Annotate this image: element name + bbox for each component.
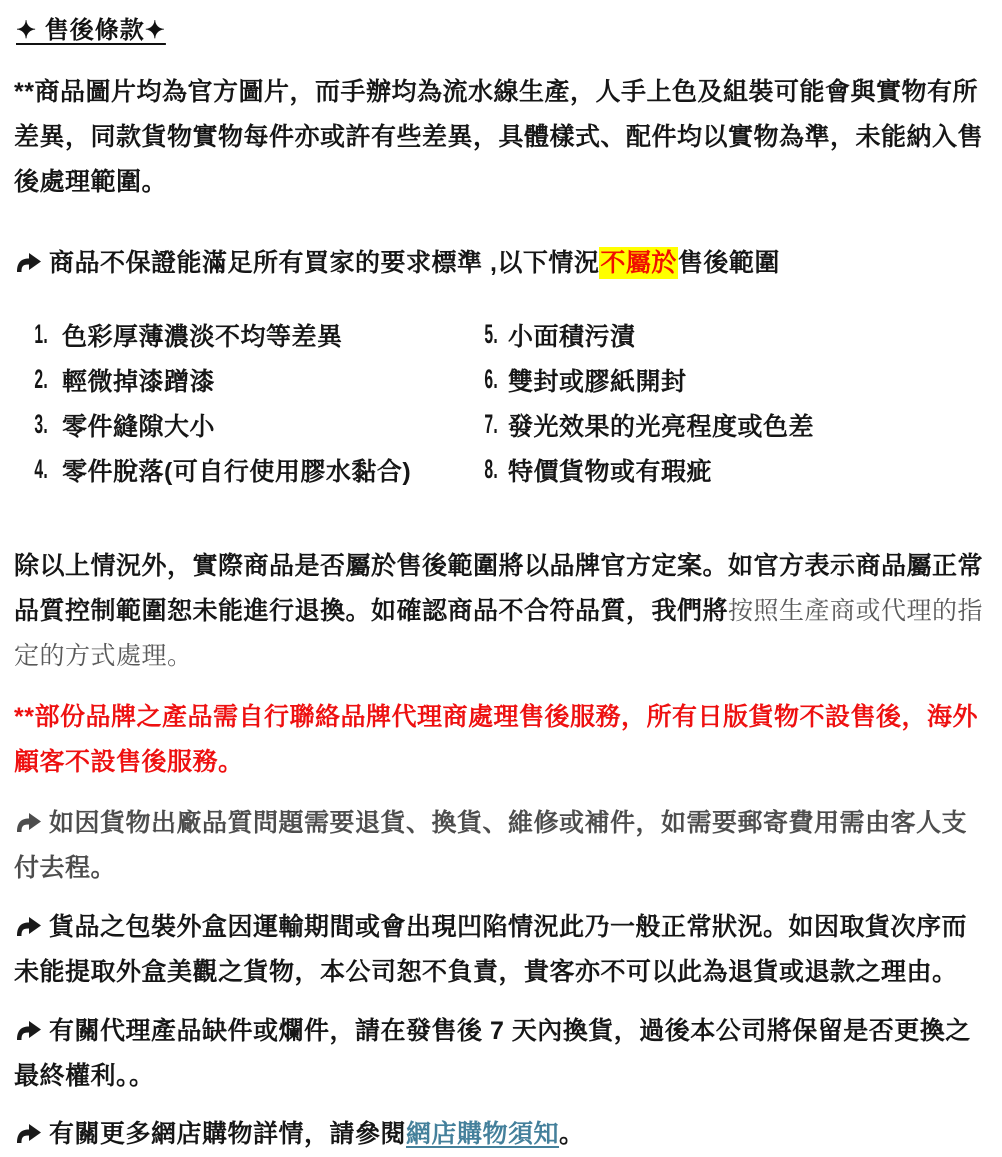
item-number: 3. (34, 409, 48, 439)
more-info-text-before: 有關更多網店購物詳情，請參閱 (49, 1120, 407, 1148)
more-info-line (14, 1112, 986, 1157)
shipping-note-paragraph (14, 801, 986, 891)
brand-notice-paragraph: **部份品牌之產品需自行聯絡品牌代理商處理售後服務，所有日版貨物不設售後，海外顧客不設售後服務。 (14, 703, 978, 776)
curved-right-arrow-icon (14, 812, 42, 833)
exclusion-item-6 (472, 357, 986, 402)
item-number: 5. (484, 319, 498, 349)
item-text: 小面積污漬 (508, 322, 636, 351)
item-text: 輕微掉漆蹭漆 (62, 367, 216, 396)
intro-paragraph: **商品圖片均為官方圖片，而手辦均為流水線生產，人手上色及組裝可能會與實物有所差異，同款貨物實物每件亦或許有些差異，具體樣式、配件均以實物為準，未能納入售後處理範圍。 (14, 78, 984, 196)
item-number: 4. (34, 454, 48, 484)
exchange-note-text: 有關代理產品缺件或爛件，請在發售後 7 天內換貨，過後本公司將保留是否更換之最終權利。。 (14, 1017, 971, 1090)
exclusion-item-2 (14, 357, 472, 402)
item-number: 7. (484, 409, 498, 439)
curved-right-arrow-icon (14, 252, 42, 273)
page-title: ✦ 售後條款✦ (16, 17, 166, 44)
shop-guide-link[interactable]: 網店購物須知 (406, 1120, 560, 1148)
packaging-note-paragraph (14, 905, 986, 995)
item-text: 雙封或膠紙開封 (508, 367, 687, 396)
item-text: 零件縫隙大小 (62, 412, 216, 441)
not-covered-heading (14, 241, 986, 286)
curved-right-arrow-icon (14, 916, 42, 937)
item-number: 6. (484, 364, 498, 394)
item-number: 2. (34, 364, 48, 394)
official-ruling-main: 除以上情況外，實際商品是否屬於售後範圍將以品牌官方定案。如官方表示商品屬正常品質控制範圍恕未能進行退換。如確認商品不合符品質，我們將 (14, 552, 984, 625)
item-text: 特價貨物或有瑕疵 (508, 457, 713, 486)
item-text: 零件脫落(可自行使用膠水黏合) (62, 457, 412, 486)
exclusion-item-7 (472, 402, 986, 447)
not-covered-text-before: 商品不保證能滿足所有買家的要求標準 ,以下情況 (49, 249, 600, 277)
exclusion-item-1 (14, 312, 472, 357)
item-number: 8. (484, 454, 498, 484)
item-text: 發光效果的光亮程度或色差 (508, 412, 815, 441)
exclusion-list (14, 312, 986, 492)
exclusion-item-5 (472, 312, 986, 357)
exclusion-item-4 (14, 447, 472, 492)
item-text: 色彩厚薄濃淡不均等差異 (62, 322, 343, 351)
exclusion-item-3 (14, 402, 472, 447)
official-ruling-muted: 按照生產商或代理的指定的方式處理。 (14, 597, 984, 670)
packaging-note-text: 貨品之包裝外盒因運輸期間或會出現凹陷情況此乃一般正常狀況。如因取貨次序而未能提取外盒美觀之貨物，本公司恕不負責，貴客亦不可以此為退貨或退款之理由。 (14, 913, 968, 986)
item-number: 1. (34, 319, 48, 349)
not-covered-text-after: 售後範圍 (677, 249, 780, 277)
not-covered-highlight: 不屬於 (600, 249, 677, 277)
exchange-note-paragraph (14, 1009, 986, 1099)
exclusion-item-8 (472, 447, 986, 492)
shipping-note-text: 如因貨物出廠品質問題需要退貨、換貨、維修或補件，如需要郵寄費用需由客人支付去程。 (14, 809, 968, 882)
curved-right-arrow-icon (14, 1020, 42, 1041)
official-ruling-paragraph (14, 544, 986, 679)
curved-right-arrow-icon (14, 1123, 42, 1144)
more-info-text-after: 。 (559, 1120, 585, 1148)
